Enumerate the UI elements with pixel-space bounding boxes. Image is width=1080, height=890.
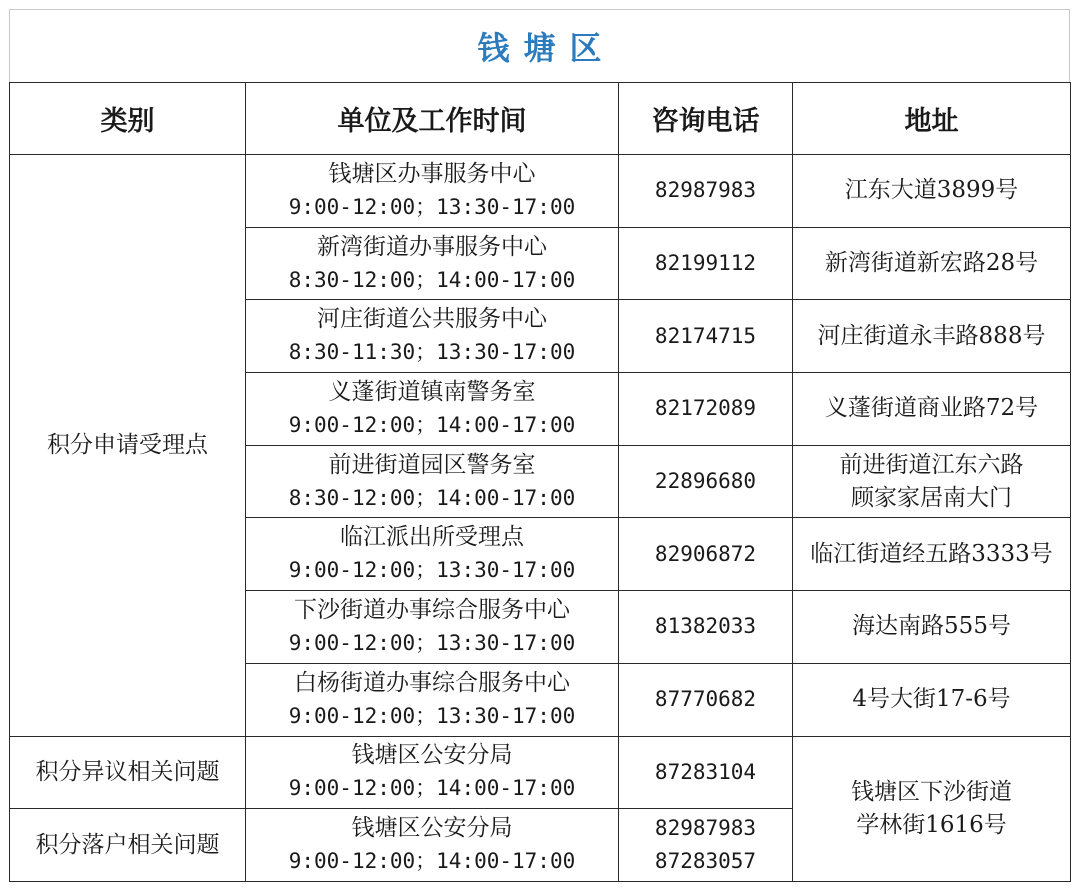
address-cell [793,736,1071,881]
address-line-2: 顾家家居南大门 [851,484,1012,511]
work-hours: 8:30-12:00；14:00-17:00 [288,485,576,510]
unit-cell [246,155,619,228]
address-line-1: 钱塘区下沙街道 [851,778,1012,805]
phone-cell: 87770682 [619,663,793,736]
header-unit-hours: 单位及工作时间 [246,83,619,155]
work-hours: 8:30-11:30；13:30-17:00 [288,340,576,365]
unit-name: 新湾街道办事服务中心 [317,233,547,260]
header-row [10,83,1071,155]
address-cell: 临江街道经五路3333号 [793,518,1071,591]
address-line-2: 学林街1616号 [856,811,1007,838]
unit-name: 义蓬街道镇南警务室 [328,378,536,405]
address-cell: 海达南路555号 [793,591,1071,664]
work-hours: 9:00-12:00；13:30-17:00 [288,703,576,728]
phone-line-2: 87283057 [654,849,757,874]
work-hours: 9:00-12:00；14:00-17:00 [288,412,576,437]
phone-cell: 82906872 [619,518,793,591]
work-hours: 9:00-12:00；14:00-17:00 [288,776,576,801]
address-cell: 新湾街道新宏路28号 [793,227,1071,300]
title-bar [9,9,1070,82]
table-row [10,736,1071,809]
unit-cell [246,373,619,446]
unit-name: 钱塘区公安分局 [351,815,513,842]
work-hours: 9:00-12:00；13:30-17:00 [288,194,576,219]
unit-cell [246,591,619,664]
unit-name: 下沙街道办事综合服务中心 [294,596,570,623]
address-cell: 江东大道3899号 [793,155,1071,228]
unit-cell [246,227,619,300]
phone-cell: 82174715 [619,300,793,373]
phone-line-1: 82987983 [654,816,757,841]
unit-cell [246,300,619,373]
header-phone: 咨询电话 [619,83,793,155]
phone-cell: 81382033 [619,591,793,664]
unit-cell [246,663,619,736]
unit-cell [246,445,619,518]
contact-table-container [9,9,1070,882]
table-row [10,155,1071,228]
address-line-1: 前进街道江东六路 [839,451,1024,478]
unit-name: 临江派出所受理点 [340,524,524,551]
category-apply: 积分申请受理点 [10,155,246,737]
unit-cell [246,518,619,591]
phone-cell [619,809,793,882]
page-title: 钱塘区 [477,29,616,67]
address-cell: 河庄街道永丰路888号 [793,300,1071,373]
work-hours: 8:30-12:00；14:00-17:00 [288,267,576,292]
phone-cell: 82172089 [619,373,793,446]
unit-cell [246,809,619,882]
category-dispute: 积分异议相关问题 [10,736,246,809]
phone-cell: 87283104 [619,736,793,809]
contact-table [9,82,1071,882]
phone-cell: 22896680 [619,445,793,518]
address-cell [793,445,1071,518]
unit-name: 钱塘区公安分局 [351,742,513,769]
work-hours: 9:00-12:00；14:00-17:00 [288,849,576,874]
unit-name: 钱塘区办事服务中心 [328,160,536,187]
work-hours: 9:00-12:00；13:30-17:00 [288,630,576,655]
unit-name: 白杨街道办事综合服务中心 [294,669,570,696]
address-cell: 4号大街17-6号 [793,663,1071,736]
header-address: 地址 [793,83,1071,155]
header-category: 类别 [10,83,246,155]
phone-cell: 82987983 [619,155,793,228]
unit-name: 前进街道园区警务室 [328,451,536,478]
work-hours: 9:00-12:00；13:30-17:00 [288,558,576,583]
unit-name: 河庄街道公共服务中心 [317,306,547,333]
address-cell: 义蓬街道商业路72号 [793,373,1071,446]
phone-cell: 82199112 [619,227,793,300]
category-settle: 积分落户相关问题 [10,809,246,882]
unit-cell [246,736,619,809]
